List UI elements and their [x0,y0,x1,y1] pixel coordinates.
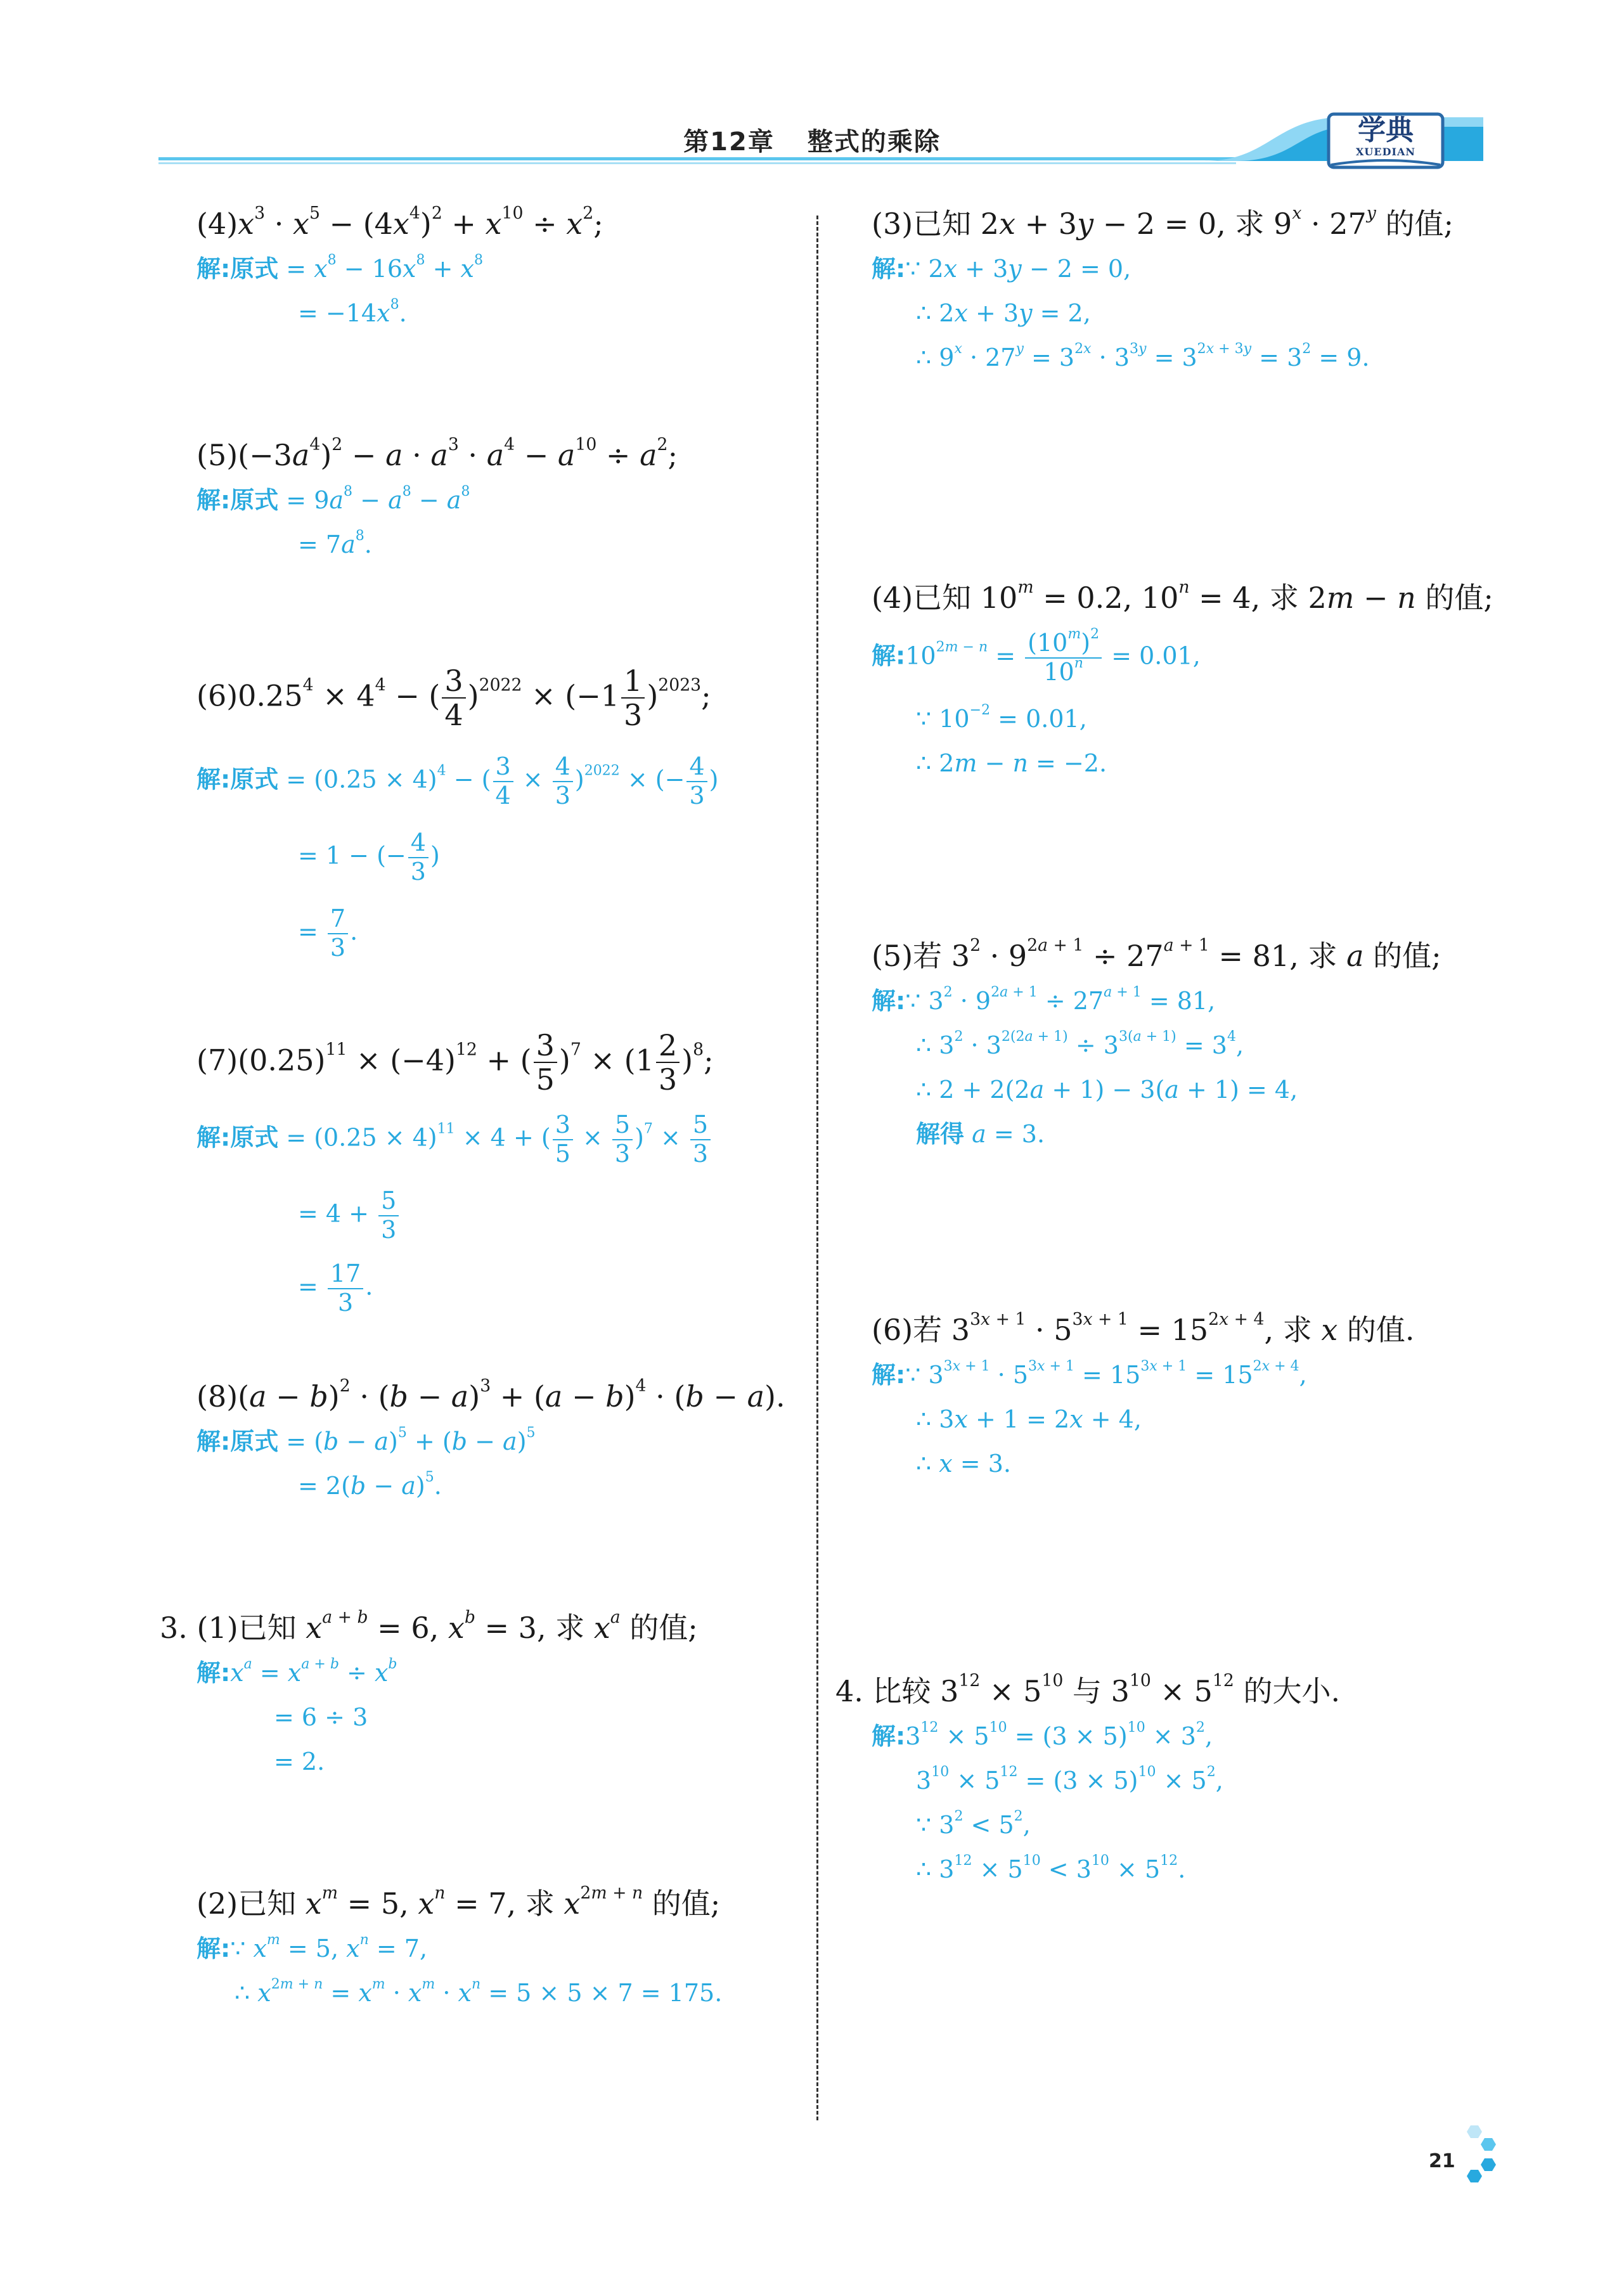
chapter-number: 第12章 [683,127,775,157]
page-number: 21 [1429,2150,1455,2172]
problem-3-1: 3. (1)已知 $x^{a + b} = 6$, $x^b = 3$, 求 $x^a$ 的值; [160,1608,698,1645]
solution-2-7-line2: = 4 + $\frac{5}{3}$ [298,1189,401,1243]
column-divider [816,216,818,2120]
solution-2-7-line3: = $\frac{17}{3}$ . [298,1260,373,1317]
solution-4-line1: 解$:3^{12} \times 5^{10} = (3 \times 5)^{10} \times 3^2$, [872,1720,1213,1750]
solution-3-6-line2: ∴ 3x + 1 = 2x + 4, [916,1405,1142,1433]
solution-2-5-line2: = $7a^8$. [298,528,372,558]
solution-2-4-line1: 解:原式 = $x^8 - 16x^8 + x^8$ [197,252,483,283]
solution-3-5-line2: ∴ $3^2 \cdot 3^{2(2a + 1)} \div 3^{3(a + 1)} = 3^4$, [916,1029,1244,1059]
hexagon-decoration [1452,2120,1509,2190]
solution-3-5-line1: 解:∵ $3^2 \cdot 9^{2a + 1} \div 27^{a + 1} = 81$, [872,984,1216,1015]
solution-3-3-line3: ∴ $9^x \cdot 27^y = 3^{2x} \cdot 3^{3y} = 3^{2x + 3y} = 3^2 = 9$. [916,341,1370,371]
solution-3-6-line3: ∴ x = 3. [916,1450,1011,1478]
problem-4: 4. 比较 $3^{12} \times 5^{10}$ 与 $3^{10} \times 5^{12}$ 的大小. [835,1671,1341,1708]
problem-3-2: (2)已知 $x^m = 5$, $x^n = 7$, 求 $x^{2m + n}$ 的值; [197,1883,721,1921]
solution-3-2-line1: 解:∵ $x^m = 5$, $x^n = 7$, [197,1932,428,1962]
solution-4-line4: ∴ $3^{12} \times 5^{10} < 3^{10} \times 5^{12}$. [916,1853,1186,1883]
solution-3-5-line3: ∴ 2 + 2(2a + 1) − 3(a + 1) = 4, [916,1076,1298,1104]
solution-4-line2: $3^{10} \times 5^{12} = (3 \times 5)^{10} \times 5^2$, [916,1764,1223,1795]
problem-3-6: (6)若 $3^{3x + 1} \cdot 5^{3x + 1} = 15^{2x + 4}$, 求 x 的值. [872,1310,1415,1347]
problem-2-8: $(8)(a - b)^2 \cdot (b - a)^3 + (a - b)^4 \cdot (b - a)$. [197,1376,785,1414]
problem-3-5: (5)若 $3^2 \cdot 9^{2a + 1} \div 27^{a + 1} = 81$, 求 a 的值; [872,936,1441,973]
solution-3-3-line2: ∴ 2x + 3y = 2, [916,299,1091,327]
solution-3-6-line1: 解:∵ $3^{3x + 1} \cdot 5^{3x + 1} = 15^{3x + 1} = 15^{2x + 4}$, [872,1358,1307,1389]
solution-2-6-line2: = 1 − (− $\frac{4}{3}$ ) [298,828,440,886]
solution-2-7-line1: 解:原式 = $(0.25 \times 4)^{11} \times 4$ + ( $\frac{3}{5}$ × $\frac{5}{3}$ )$^7$ × $\frac{5}{3}$ [197,1112,712,1167]
solution-2-8-line2: = $2(b - a)^5$. [298,1469,442,1500]
problem-2-6: $(6)0.25^4 \times 4^4$ − ( $\frac{3}{4}$ )$^{2022}$ × (−1 $\frac{1}{3}$ )$^{2023}$; [197,664,711,733]
solution-2-5-line1: 解:原式 = $9a^8 - a^8 - a^8$ [197,484,470,514]
problem-2-7: $(7)(0.25)^{11} \times (-4)^{12}$ + ( $\frac{3}{5}$ )$^7$ × (1 $\frac{2}{3}$ )$^8$; [197,1028,714,1097]
solution-3-4-line1: 解$:10^{2m - n}$ = $\frac{(10^m)^2}{10^n}$ = 0.01, [872,626,1201,686]
problem-2-5: $(5)(-3a^4)^2 - a \cdot a^3 \cdot a^4 - a^{10} \div a^2$; [197,435,678,472]
solution-3-5-line4: 解得 a = 3. [916,1120,1045,1148]
problem-3-4: (4)已知 $10^m = 0.2$, $10^n = 4$, 求 2m − n 的值; [872,577,1493,615]
logo: 学典 XUEDIAN [1356,114,1415,158]
solution-2-8-line1: 解:原式 = $(b - a)^5 + (b - a)^5$ [197,1425,536,1455]
solution-3-4-line2: ∵ $10^{-2} = 0.01$, [916,702,1087,733]
solution-3-1-line2: = 6 ÷ 3 [274,1703,368,1731]
problem-2-4: $(4)x^3 \cdot x^5 - (4x^4)^2 + x^{10} \div x^2$; [197,203,603,241]
solution-4-line3: ∵ $3^2 < 5^2$, [916,1808,1031,1839]
chapter-header [0,122,1624,158]
problem-3-3: (3)已知 2x + 3y − 2 = 0, 求 $9^x \cdot 27^y$ 的值; [872,203,1453,241]
solution-3-1-line3: = 2. [274,1748,325,1776]
solution-3-2-line2: ∴ $x^{2m + n} = x^m \cdot x^m \cdot x^n = 5 \times 5 \times 7 = 175$. [235,1976,723,2007]
solution-2-6-line1: 解:原式 = $(0.25 \times 4)^4$ − ( $\frac{3}{4}$ × $\frac{4}{3}$ )$^{2022}$ × (− $\frac{4}{3}$ ) [197,752,719,809]
solution-3-4-line3: ∴ 2m − n = −2. [916,749,1107,777]
chapter-title: 整式的乘除 [807,127,941,157]
solution-3-3-line1: 解:∵ 2x + 3y − 2 = 0, [872,255,1131,283]
solution-3-1-line1: 解$:x^a = x^{a + b} \div x^b$ [197,1656,397,1687]
solution-2-4-line2: = $-14x^8$. [298,297,407,327]
solution-2-6-line3: = $\frac{7}{3}$ . [298,905,358,962]
